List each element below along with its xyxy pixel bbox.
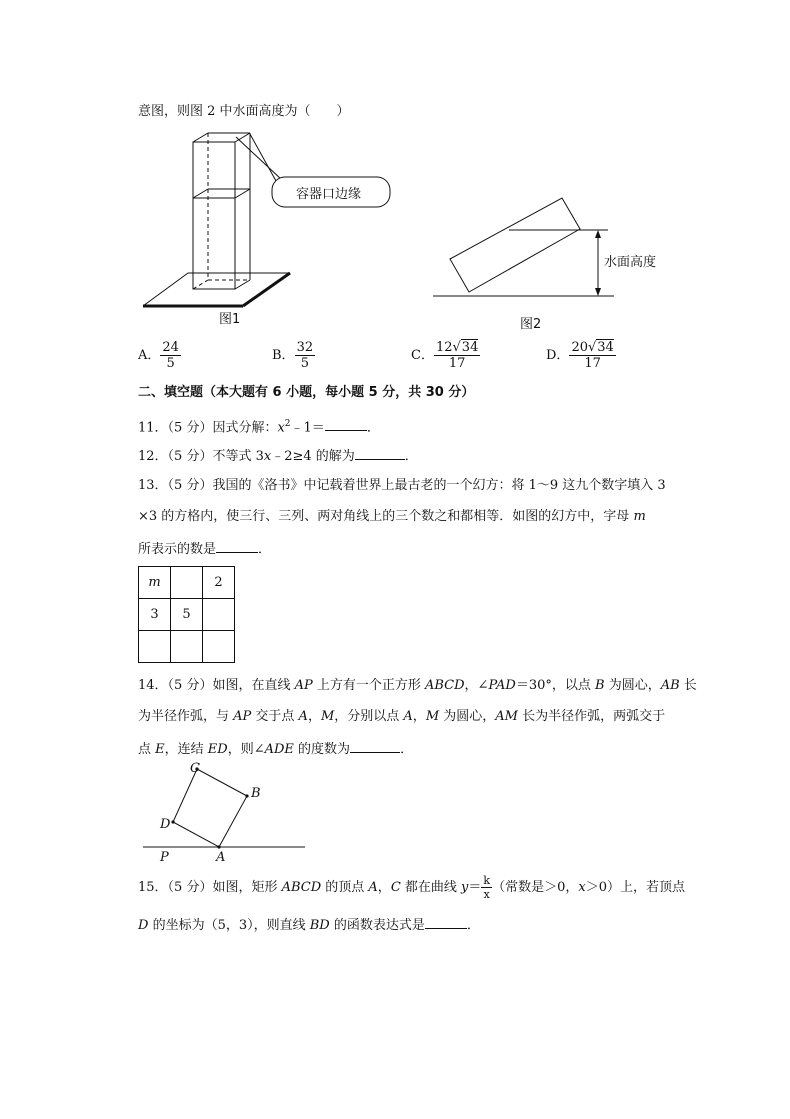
numerator: k bbox=[483, 874, 491, 887]
answer-blank[interactable] bbox=[425, 914, 467, 929]
option-c bbox=[411, 340, 480, 371]
q15-text: 15．（5 分）如图，矩形 bbox=[138, 880, 282, 895]
q11-prefix: 11．（5 分）因式分解： bbox=[138, 420, 278, 436]
answer-blank[interactable] bbox=[355, 445, 405, 460]
numerator: 24 bbox=[162, 340, 179, 355]
magic-cell bbox=[203, 631, 235, 663]
numerator: 20√34 bbox=[571, 340, 614, 355]
q10-tail-text: 意图，则图 2 中水面高度为（ ） bbox=[138, 104, 350, 119]
q14-text: ，则∠ bbox=[227, 742, 265, 757]
var-ed: ED bbox=[207, 742, 228, 757]
q15-text: ＞0）上，若顶点 bbox=[585, 880, 685, 895]
var-ap: AP bbox=[233, 709, 252, 724]
denominator: 17 bbox=[584, 356, 601, 371]
question-15-line-2 bbox=[138, 914, 480, 936]
coefficient: 20 bbox=[571, 340, 588, 355]
var-ab: AB bbox=[660, 678, 680, 693]
magic-cell: 5 bbox=[171, 599, 203, 631]
radicand: 34 bbox=[597, 340, 614, 355]
option-fraction bbox=[160, 340, 181, 371]
question-14-line-3 bbox=[138, 738, 413, 760]
figure-1-caption: 图1 bbox=[219, 312, 241, 327]
q12-end: ． bbox=[404, 449, 418, 464]
magic-cell: m bbox=[139, 567, 171, 599]
q11-rest: ﹣1＝ bbox=[290, 420, 325, 436]
q15-text: ， bbox=[377, 880, 391, 895]
var-a: A bbox=[298, 709, 308, 724]
var-m: m bbox=[633, 509, 646, 524]
option-b bbox=[272, 340, 315, 371]
q12-prefix: 12．（5 分）不等式 3 bbox=[138, 449, 264, 464]
option-letter: B． bbox=[272, 348, 295, 363]
figure-2 bbox=[430, 190, 630, 305]
figure-1-callout: 容器口边缘 bbox=[296, 187, 362, 202]
q13-text: 所表示的数是 bbox=[138, 542, 217, 557]
var-y: y bbox=[461, 880, 469, 895]
q12-rest: ﹣2≥4 的解为 bbox=[271, 449, 355, 464]
question-15-line-1 bbox=[138, 874, 685, 901]
question-13-line-3 bbox=[138, 538, 271, 560]
magic-cell: 3 bbox=[139, 599, 171, 631]
point-label-p: P bbox=[160, 850, 169, 865]
q15-text: 的坐标为（5，3），则直线 bbox=[148, 918, 310, 933]
option-fraction bbox=[569, 340, 615, 371]
q14-text: 交于点 bbox=[251, 709, 299, 724]
option-fraction bbox=[295, 340, 316, 371]
var-ade: ADE bbox=[264, 742, 294, 757]
q15-text: 都在曲线 bbox=[400, 880, 462, 895]
answer-blank[interactable] bbox=[350, 738, 400, 753]
q14-text: 14．（5 分）如图，在直线 bbox=[138, 678, 295, 693]
option-letter: C． bbox=[411, 348, 434, 363]
figure-1 bbox=[140, 125, 400, 335]
option-d bbox=[546, 340, 616, 371]
point-label-c: C bbox=[190, 761, 200, 776]
q14-text: 为圆心， bbox=[439, 709, 496, 724]
var-x: x bbox=[578, 880, 586, 895]
q11-end: ． bbox=[366, 420, 380, 436]
figure-2-caption: 图2 bbox=[520, 317, 542, 332]
q14-text: ，∠ bbox=[464, 678, 489, 693]
answer-blank[interactable] bbox=[325, 416, 367, 431]
denominator: 17 bbox=[448, 356, 466, 371]
var-pad: PAD bbox=[488, 678, 516, 693]
q15-text: （常数是＞0， bbox=[492, 880, 579, 895]
var-bd: BD bbox=[309, 918, 330, 933]
q13-end: ． bbox=[258, 542, 272, 557]
magic-cell bbox=[139, 631, 171, 663]
question-13-line-2 bbox=[138, 507, 646, 527]
var-e: E bbox=[155, 742, 165, 757]
exponent: 2 bbox=[284, 419, 291, 429]
denominator: 5 bbox=[300, 356, 309, 371]
coefficient: 12 bbox=[435, 340, 453, 355]
question-14-line-1 bbox=[138, 676, 697, 696]
var-m: M bbox=[320, 709, 335, 724]
var-x: x bbox=[263, 449, 272, 464]
var-abcd: ABCD bbox=[424, 678, 465, 693]
var-abcd: ABCD bbox=[281, 880, 322, 895]
answer-blank[interactable] bbox=[216, 538, 258, 553]
question-13-line-1: 13．（5 分）我国的《洛书》中记载着世界上最古老的一个幻方：将 1～9 这九个数字填入 3 bbox=[138, 478, 666, 493]
q14-end: ． bbox=[400, 742, 414, 757]
option-a bbox=[138, 340, 181, 371]
option-fraction bbox=[434, 340, 480, 371]
q15-end: ． bbox=[466, 918, 480, 933]
q14-text: 上方有一个正方形 bbox=[312, 678, 425, 693]
point-label-b: B bbox=[251, 786, 261, 801]
magic-cell bbox=[203, 599, 235, 631]
magic-cell bbox=[171, 567, 203, 599]
var-m: M bbox=[425, 709, 440, 724]
var-ap: AP bbox=[294, 678, 313, 693]
question-11 bbox=[138, 414, 380, 438]
q14-text: ， bbox=[307, 709, 321, 724]
figure-2-label: 水面高度 bbox=[604, 255, 657, 270]
var-a: A bbox=[403, 709, 413, 724]
magic-cell bbox=[171, 631, 203, 663]
var-d: D bbox=[138, 918, 149, 933]
option-letter: D． bbox=[546, 348, 570, 363]
q15-text: 的顶点 bbox=[321, 880, 369, 895]
q14-text: 为半径作弧，与 bbox=[138, 709, 234, 724]
q14-text: 长为半径作弧，两弧交于 bbox=[517, 709, 666, 724]
question-14-line-2 bbox=[138, 707, 665, 727]
radicand: 34 bbox=[461, 340, 479, 355]
denominator: x bbox=[483, 888, 490, 901]
q14-text: ＝30°，以点 bbox=[515, 678, 596, 693]
q15-text: 的函数表达式是 bbox=[329, 918, 425, 933]
option-letter: A． bbox=[138, 348, 161, 363]
var-b: B bbox=[595, 678, 605, 693]
denominator: 5 bbox=[166, 356, 175, 371]
q13-text: ×3 的方格内，使三行、三列、两对角线上的三个数之和都相等．如图的幻方中，字母 bbox=[138, 509, 634, 524]
k-over-x-fraction bbox=[481, 874, 492, 901]
q14-text: 的度数为 bbox=[293, 742, 351, 757]
point-label-d: D bbox=[160, 817, 171, 832]
magic-cell: 2 bbox=[203, 567, 235, 599]
q14-text: 点 bbox=[138, 742, 156, 757]
var-a: A bbox=[368, 880, 378, 895]
magic-square bbox=[138, 566, 235, 663]
numerator: 12√34 bbox=[435, 340, 479, 355]
var-am: AM bbox=[495, 709, 518, 724]
q15-text: ＝ bbox=[468, 880, 482, 895]
question-12 bbox=[138, 445, 418, 467]
q14-text: ， bbox=[412, 709, 426, 724]
point-label-a: A bbox=[216, 850, 226, 865]
q14-text: 为圆心， bbox=[604, 678, 661, 693]
q14-text: ，连结 bbox=[164, 742, 208, 757]
q14-text: 长 bbox=[679, 678, 697, 693]
q14-text: ，分别以点 bbox=[334, 709, 404, 724]
var-c: C bbox=[390, 880, 401, 895]
section-2-heading: 二、填空题（本大题有 6 小题，每小题 5 分，共 30 分） bbox=[138, 385, 475, 400]
var-x: x bbox=[277, 420, 285, 436]
numerator: 32 bbox=[296, 340, 314, 355]
